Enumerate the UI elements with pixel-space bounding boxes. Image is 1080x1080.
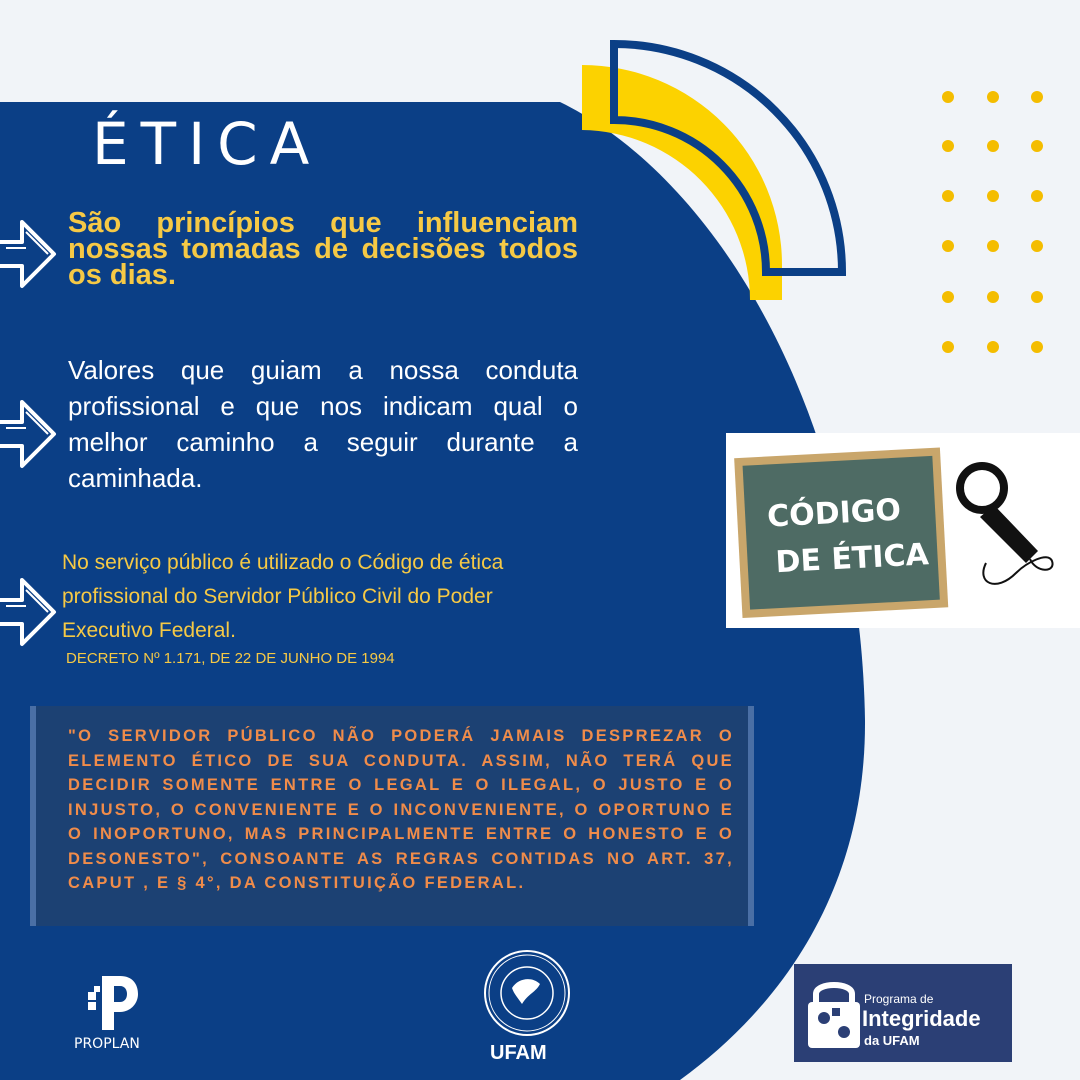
public-service-text: No serviço público é utilizado o Código de ética profissional do Servidor Público Civil do Poder Executivo Federal.: [62, 551, 504, 642]
ufam-label: UFAM: [490, 1042, 547, 1064]
decree-text: DECRETO Nº 1.171, DE 22 DE JUNHO DE 1994: [66, 650, 395, 667]
integridade-big-label: Integridade: [862, 1006, 981, 1031]
integridade-da-label: da UFAM: [864, 1033, 920, 1048]
proplan-logo-icon: [84, 972, 144, 1034]
board-line-1: CÓDIGO: [766, 492, 902, 535]
principle-text: São princípios que influenciam nossas tomadas de decisões todos os dias.: [68, 207, 578, 291]
arrow-right-icon: [0, 214, 58, 294]
board-line-2: DE ÉTICA: [774, 537, 930, 581]
arrow-right-icon: [0, 394, 58, 474]
integridade-small-label: Programa de: [864, 992, 934, 1006]
quote-text: "O SERVIDOR PÚBLICO NÃO PODERÁ JAMAIS DESPREZAR O ELEMENTO ÉTICO DE SUA CONDUTA. ASSIM, NÃO TERÁ QUE DECIDIR SOMENTE ENTRE O LEGAL E O ILEGAL, O JUSTO E O INJUSTO, O CONVENIENTE E O INCONVENIENTE, O OPORTUNO E O INOPORTUNO, MAS PRINCIPALMENTE ENTRE O HONESTO E O DESONESTO", CONSOANTE AS REGRAS CONTIDAS NO ART. 37, CAPUT , E § 4°, DA CONSTITUIÇÃO FEDERAL.: [68, 727, 734, 892]
proplan-label: PROPLAN: [74, 1036, 140, 1052]
page-title: ÉTICA: [92, 110, 322, 178]
codigo-etica-card: [726, 433, 1080, 628]
ufam-seal-icon: [482, 948, 572, 1038]
microphone-icon: [960, 466, 1053, 584]
puzzle-icon: [804, 974, 864, 1052]
chalkboard-illustration: [726, 433, 1080, 628]
arrow-right-icon: [0, 572, 58, 652]
values-text: Valores que guiam a nossa conduta profissional e que nos indicam qual o melhor caminho a seguir durante a caminhada.: [68, 355, 578, 493]
